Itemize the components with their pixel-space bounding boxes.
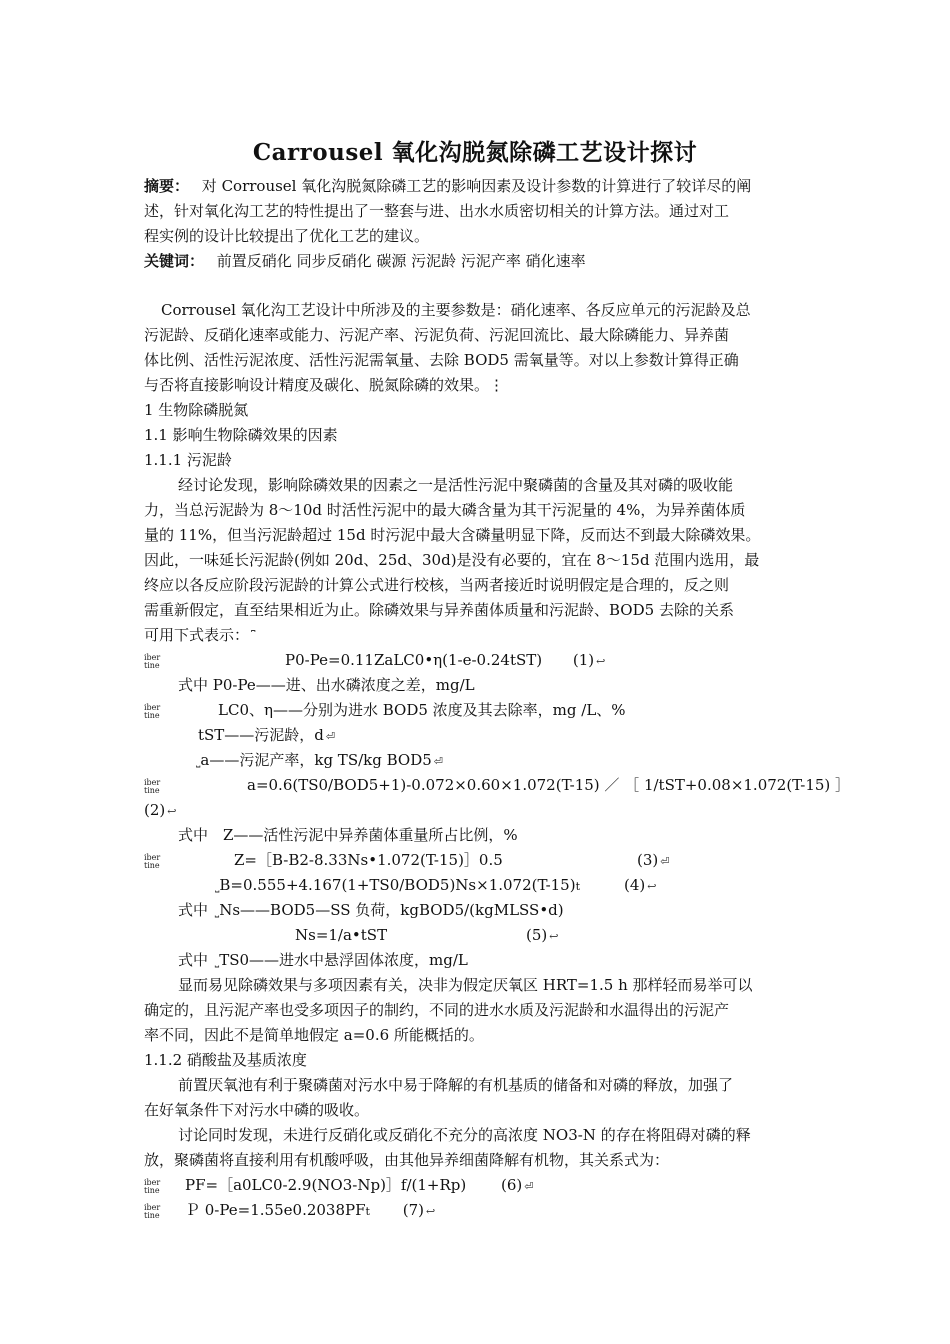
equation-2-number: (2) — [144, 801, 166, 819]
equation-6-number: (6) — [501, 1176, 523, 1194]
library-icon: iber tine — [144, 853, 161, 870]
abstract-line-3: 程实例的设计比较提出了优化工艺的建议。 — [144, 227, 430, 245]
definition-7: 式中 ⎵TS0——进水中悬浮固体浓度，mg/L — [178, 950, 468, 972]
para2-line-1: 显而易见除磷效果与多项因素有关，决非为假定厌氧区 HRT=1.5 h 那样轻而易举可以 — [178, 976, 753, 994]
return-mark-icon: ↩ — [596, 655, 606, 668]
definition-2: LC0、η——分别为进水 BOD5 浓度及其去除率，mg /L、% — [218, 701, 626, 719]
definition-6: 式中 ⎵Ns——BOD5—SS 负荷，kgBOD5/(kgMLSS•d) — [178, 900, 564, 922]
heading-1-1-1: 1.1.1 污泥龄 — [144, 451, 232, 469]
return-mark-icon: ↩ — [167, 805, 177, 818]
document-title: Carrousel 氧化沟脱氮除磷工艺设计探讨 — [252, 139, 698, 166]
keywords-label: 关键词： — [144, 252, 205, 270]
equation-3-number-line — [637, 850, 669, 872]
para2-line-3: 率不同，因此不是简单地假定 a=0.6 所能概括的。 — [144, 1026, 484, 1044]
para1-line-2: 力，当总污泥龄为 8～10d 时活性污泥中的最大磷含量为其干污泥量的 4%，为异养菌体质 — [144, 501, 746, 519]
abstract-label: 摘要： — [144, 177, 190, 195]
equation-4-number-line — [624, 875, 656, 897]
equation-1: P0-Pe=0.11ZaLC0•η(1-e-0.24tST) (1) ↩ — [285, 650, 605, 672]
anchor-mark-icon: ⎵ — [214, 955, 220, 968]
intro-line-4: 与否将直接影响设计精度及碳化、脱氮除磷的效果。⋮ — [144, 376, 505, 394]
equation-2-number-line — [144, 800, 176, 822]
library-icon: iber tine — [144, 703, 161, 720]
definition-4: ⎵a——污泥产率，kg TS/kg BOD5 ⏎ — [194, 750, 443, 772]
paragraph-mark-icon: ⏎ — [325, 730, 336, 743]
intro-line-2: 污泥龄、反硝化速率或能力、污泥产率、污泥负荷、污泥回流比、最大除磷能力、异养菌 — [144, 326, 730, 344]
para1-line-6: 需重新假定，直至结果相近为止。除磷效果与异养菌体质量和污泥龄、BOD5 去除的关系 — [144, 601, 734, 619]
intro-line-1: Corrousel 氧化沟工艺设计中所涉及的主要参数是：硝化速率、各反应单元的污泥龄及总 — [161, 301, 751, 319]
paragraph-mark-icon: ⎴ — [251, 630, 256, 643]
para1-line-1: 经讨论发现，影响除磷效果的因素之一是活性污泥中聚磷菌的含量及其对磷的吸收能 — [178, 476, 734, 494]
anchor-mark-icon: ⎵ — [214, 905, 220, 918]
return-mark-icon: ↩ — [549, 930, 559, 943]
equation-5: Ns=1/a•tST — [295, 926, 388, 944]
equation-7: Ｐ 0-Pe=1.55e0.2038PFt (7) ↩ — [185, 1200, 435, 1222]
paragraph-mark-icon: ⏎ — [524, 1180, 534, 1193]
library-icon: iber tine — [144, 653, 161, 670]
para1-line-5: 终应以各反应阶段污泥龄的计算公式进行校核，当两者接近时说明假定是合理的，反之则 — [144, 576, 730, 594]
equation-6: PF=［a0LC0-2.9(NO3-Np)］f/(1+Rp) (6) ⏎ — [185, 1175, 534, 1197]
para2-line-2: 确定的，且污泥产率也受多项因子的制约，不同的进水水质及污泥龄和水温得出的污泥产 — [144, 1001, 730, 1019]
equation-4-number: (4) — [624, 876, 646, 894]
library-icon: iber tine — [144, 778, 161, 795]
definition-1: 式中 P0-Pe——进、出水磷浓度之差，mg/L — [178, 676, 475, 694]
anchor-mark-icon: ⎵ — [196, 755, 201, 768]
equation-3-number: (3) — [637, 851, 659, 869]
equation-3: Z=［B-B2-8.33Ns•1.072(T-15)］0.5 — [234, 851, 503, 869]
anchor-mark-icon: ⎵ — [215, 880, 220, 893]
library-icon: iber tine — [144, 1178, 161, 1195]
paragraph-mark-icon: ⏎ — [660, 855, 670, 868]
abstract-line-2: 述，针对氧化沟工艺的特性提出了一整套与进、出水水质密切相关的计算方法。通过对工 — [144, 202, 730, 220]
paragraph-mark-icon: ⏎ — [433, 755, 443, 768]
equation-5-number: (5) — [526, 926, 548, 944]
intro-line-3: 体比例、活性污泥浓度、活性污泥需氧量、去除 BOD5 需氧量等。对以上参数计算得正确 — [144, 351, 739, 369]
definition-3: tST——污泥龄，d ⏎ — [198, 725, 335, 747]
heading-1: 1 生物除磷脱氮 — [144, 401, 249, 419]
para4-line-1: 讨论同时发现，未进行反硝化或反硝化不充分的高浓度 NO3-N 的存在将阻碍对磷的释 — [178, 1126, 751, 1144]
para3-line-1: 前置厌氧池有利于聚磷菌对污水中易于降解的有机基质的储备和对磷的释放，加强了 — [178, 1076, 734, 1094]
library-icon: iber tine — [144, 1203, 161, 1220]
para1-line-3: 量的 11%，但当污泥龄超过 15d 时污泥中最大含磷量明显下降，反而达不到最大除磷效果。 — [144, 526, 761, 544]
definition-5: 式中 Z——活性污泥中异养菌体重量所占比例，% — [178, 826, 518, 844]
return-mark-icon: ↩ — [647, 880, 657, 893]
para1-line-4: 因此，一味延长污泥龄(例如 20d、25d、30d)是没有必要的，宜在 8～15d 范围内选用，最 — [144, 551, 760, 569]
equation-4: ⎵B=0.555+4.167(1+TS0/BOD5)Ns×1.072(T-15)t — [213, 875, 580, 897]
heading-1-1-2: 1.1.2 硝酸盐及基质浓度 — [144, 1051, 307, 1069]
keywords-line: 关键词： 前置反硝化 同步反硝化 碳源 污泥龄 污泥产率 硝化速率 — [144, 252, 586, 270]
return-mark-icon: ↩ — [425, 1205, 436, 1218]
abstract-line-1: 摘要： 对 Corrousel 氧化沟脱氮除磷工艺的影响因素及设计参数的计算进行了较详尽的阐 — [144, 177, 752, 195]
equation-1-number: (1) — [572, 651, 595, 669]
heading-1-1: 1.1 影响生物除磷效果的因素 — [144, 426, 338, 444]
equation-5-number-line — [526, 925, 558, 947]
equation-2: a=0.6(TS0/BOD5+1)-0.072×0.60×1.072(T-15) ／ ［ 1/tST+0.08×1.072(T-15) ］ — [247, 776, 851, 794]
para3-line-2: 在好氧条件下对污水中磷的吸收。 — [144, 1101, 370, 1119]
para4-line-2: 放，聚磷菌将直接利用有机酸呼吸，由其他异养细菌降解有机物，其关系式为： — [144, 1151, 670, 1169]
equation-7-number: (7) — [402, 1201, 424, 1219]
para1-line-7: 可用下式表示： ⎴ — [144, 625, 255, 647]
